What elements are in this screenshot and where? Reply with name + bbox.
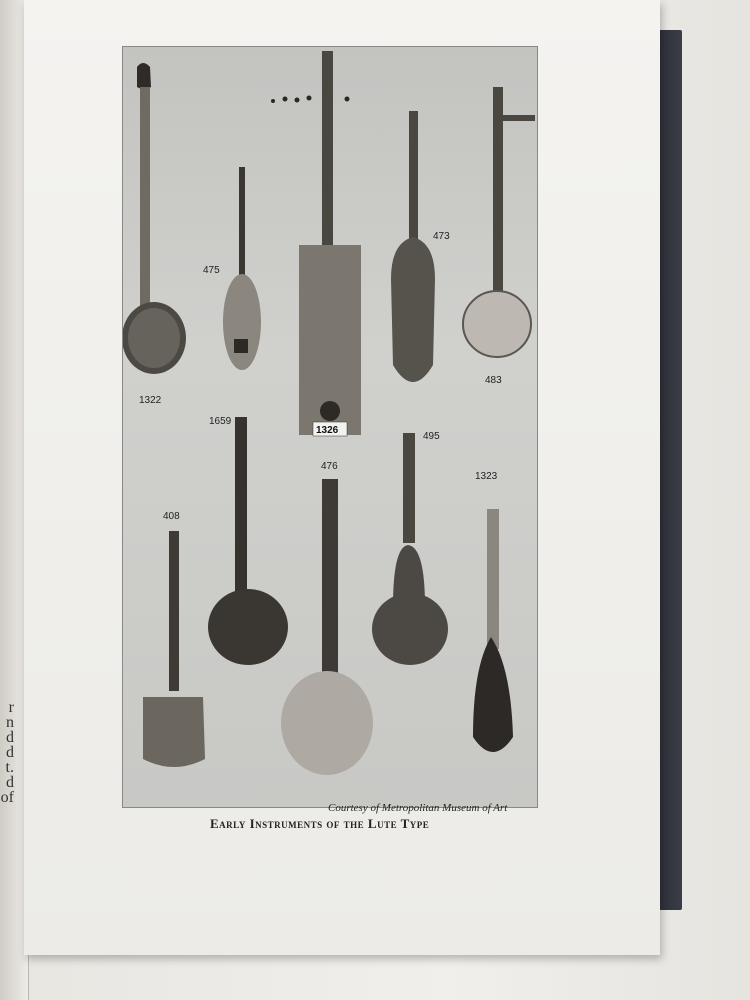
- label-483: 483: [485, 375, 502, 386]
- label-495: 495: [423, 431, 440, 442]
- instrument-473: [391, 111, 435, 382]
- figure-caption: Early Instruments of the Lute Type: [210, 816, 430, 831]
- instrument-408: [143, 531, 205, 767]
- label-476: 476: [321, 461, 338, 472]
- instrument-1659: [208, 417, 288, 665]
- dots: [271, 96, 350, 104]
- instrument-1326: [299, 51, 361, 436]
- photo-credit: Courtesy of Metropolitan Museum of Art: [328, 802, 508, 814]
- photo-plate: [122, 46, 538, 808]
- instrument-476: [281, 479, 373, 775]
- instrument-1322: [123, 63, 186, 374]
- facing-page-text: r n d d t. d of: [0, 699, 14, 806]
- label-1326: 1326: [316, 425, 339, 436]
- label-473: 473: [433, 231, 450, 242]
- instrument-495: [372, 433, 448, 665]
- label-1322: 1322: [139, 395, 162, 406]
- label-475: 475: [203, 265, 220, 276]
- instruments-photo: [123, 47, 537, 807]
- label-1323: 1323: [475, 471, 498, 482]
- instrument-483: [463, 87, 535, 357]
- label-408: 408: [163, 511, 180, 522]
- label-1659: 1659: [209, 416, 232, 427]
- instrument-475: [223, 167, 261, 370]
- instrument-1323: [473, 509, 513, 752]
